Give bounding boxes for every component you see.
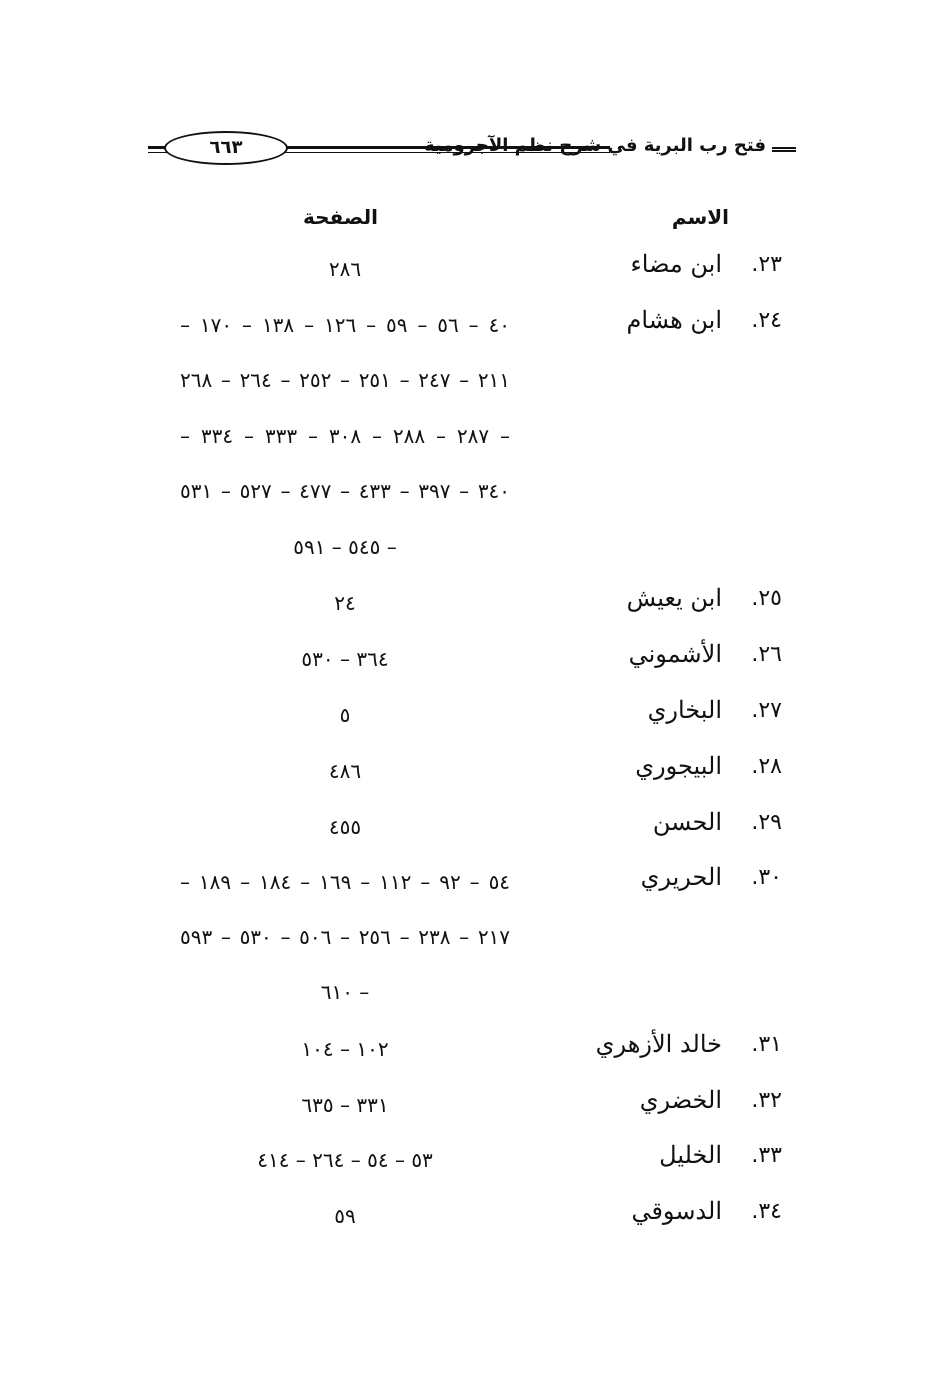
entry-number: ٢٥.: [751, 586, 782, 611]
entry-name: ابن يعيش: [626, 584, 722, 612]
entry-name: الخضري: [639, 1086, 722, 1114]
entry-name: الدسوقي: [631, 1197, 722, 1225]
entry-name: البخاري: [647, 696, 722, 724]
entry-pages: ٤٠ – ٥٦ – ٥٩ – ١٢٦ – ١٣٨ – ١٧٠ –: [180, 313, 511, 337]
entry-name: ابن هشام: [626, 306, 722, 334]
entry-pages: ٣٤٠ – ٣٩٧ – ٤٣٣ – ٤٧٧ – ٥٢٧ – ٥٣١: [180, 479, 511, 503]
entry-name: خالد الأزهري: [595, 1030, 722, 1058]
entry-pages: ٣٦٤ – ٥٣٠: [301, 647, 389, 671]
entry-pages: ٢١٧ – ٢٣٨ – ٢٥٦ – ٥٠٦ – ٥٣٠ – ٥٩٣: [180, 925, 511, 949]
entry-pages: ١٠٢ – ١٠٤: [301, 1037, 389, 1061]
entry-number: ٣٠.: [751, 865, 782, 890]
entry-pages: ٥٤ – ٩٢ – ١١٢ – ١٦٩ – ١٨٤ – ١٨٩ –: [180, 870, 511, 894]
running-header: [148, 127, 796, 167]
entry-pages: – ٦١٠: [320, 980, 370, 1004]
page-number: ٦٦٣: [164, 131, 288, 165]
entry-pages: ٥٩: [334, 1204, 356, 1228]
entry-number: ٣٢.: [751, 1088, 782, 1113]
entry-name: الخليل: [659, 1141, 722, 1169]
entry-number: ٣١.: [751, 1032, 782, 1057]
entry-pages: ٥٣ – ٥٤ – ٢٦٤ – ٤١٤: [257, 1148, 433, 1172]
entry-pages: ٣٣١ – ٦٣٥: [301, 1093, 389, 1117]
entry-name: البيجوري: [635, 752, 722, 780]
entry-name: ابن مضاء: [630, 250, 722, 278]
entry-number: ٢٣.: [751, 252, 782, 277]
entry-pages: ٥: [339, 703, 351, 727]
entry-pages: – ٥٤٥ – ٥٩١: [293, 535, 397, 559]
entry-number: ٣٣.: [751, 1143, 782, 1168]
entry-pages: ٤٨٦: [328, 759, 362, 783]
book-title: فتح رب البرية في شرح نظم الآجرومية: [424, 135, 766, 156]
entry-number: ٢٨.: [751, 754, 782, 779]
entry-number: ٢٧.: [751, 698, 782, 723]
entry-number: ٢٤.: [751, 308, 782, 333]
entry-name: الحريري: [640, 863, 722, 891]
entry-number: ٣٤.: [751, 1199, 782, 1224]
entry-number: ٢٩.: [751, 810, 782, 835]
entry-pages: ٢٤: [334, 591, 356, 615]
header-rule: [278, 146, 610, 153]
entry-pages: ٤٥٥: [328, 815, 362, 839]
entry-name: الأشموني: [628, 640, 722, 668]
entry-name: الحسن: [652, 808, 722, 836]
entry-pages: ٢١١ – ٢٤٧ – ٢٥١ – ٢٥٢ – ٢٦٤ – ٢٦٨: [180, 368, 511, 392]
entry-number: ٢٦.: [751, 642, 782, 667]
entry-pages: – ٢٨٧ – ٢٨٨ – ٣٠٨ – ٣٣٣ – ٣٣٤ –: [180, 424, 511, 448]
header-ornament-right: [772, 147, 796, 152]
name-column-heading: الاسم: [671, 205, 729, 229]
entry-pages: ٢٨٦: [328, 257, 362, 281]
page-column-heading: الصفحة: [302, 205, 378, 229]
